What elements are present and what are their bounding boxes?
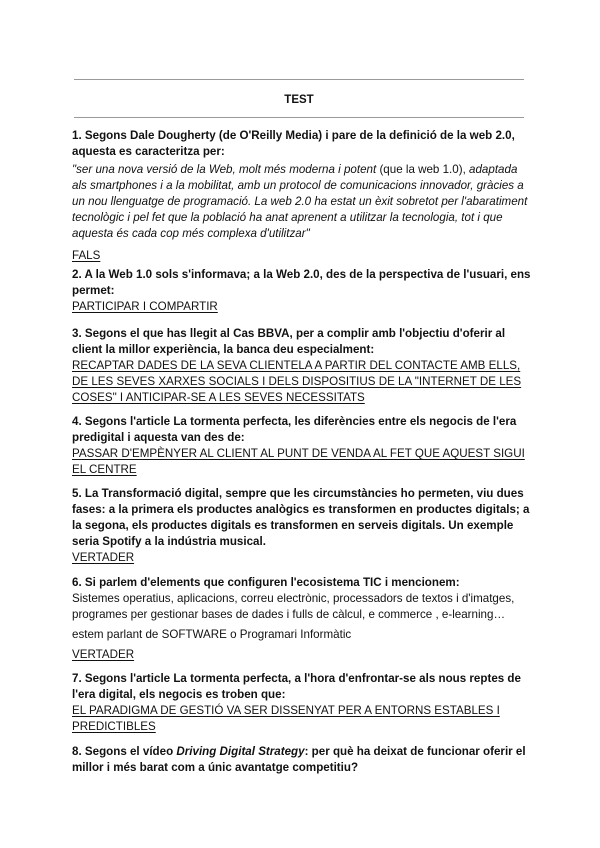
top-rule [74, 79, 524, 80]
question-4-text: 4. Segons l'article La tormenta perfecta, les diferències entre els negocis de l'era predigital i aquesta van des de: [72, 415, 517, 444]
question-3-answer: RECAPTAR DADES DE LA SEVA CLIENTELA A PARTIR DEL CONTACTE AMB ELLS, DE LES SEVES XARXES SOCIALS I DELS DISPOSITIUS DE LA "INTERNET DE LES COSES" I ANTICIPAR-SE A LES SEVES NECESSITATS [72, 359, 522, 404]
title-rule [74, 117, 524, 118]
question-2-answer: PARTICIPAR I COMPARTIR [72, 300, 218, 313]
question-6-body: Sistemes operatius, aplicacions, correu electrònic, processadors de textos i d'imatges, programes per gestionar bases de dades i fulls de càlcul, e commerce , e-learning… [72, 592, 515, 621]
quote-part-b: (que la web 1.0), [379, 163, 470, 176]
question-8-video-title: Driving Digital Strategy [176, 745, 305, 758]
question-2-text: 2. A la Web 1.0 sols s'informava; a la Web 2.0, des de la perspectiva de l'usuari, ens permet: [72, 268, 531, 297]
question-6-text: 6. Si parlem d'elements que configuren l'ecosistema TIC i mencionem: [72, 576, 460, 589]
question-5 [72, 486, 534, 566]
question-7-text: 7. Segons l'article La tormenta perfecta, a l'hora d'enfrontar-se als nous reptes de l'era digital, els negocis es troben que: [72, 672, 521, 701]
question-6 [72, 575, 534, 663]
question-6-body-2: estem parlant de SOFTWARE o Programari Informàtic [72, 628, 352, 641]
question-3 [72, 326, 534, 406]
question-1 [72, 128, 534, 264]
quote-part-a: "ser una nova versió de la Web, molt més moderna i potent [72, 163, 380, 176]
question-8-text [72, 744, 534, 776]
quote-part-c: adaptada als smartphones i a la mobilitat, amb un protocol de comunicacions innovador, gràcies a un nou llenguatge de programació. La web 2.0 ha estat un èxit sobretot per l'abaratiment tecnològic i pel fet que la població ha anat aprenent a utilitzar la tecnologia, tot i que aquesta és cada cop més complexa d'utilitzar" [72, 163, 528, 240]
question-3-text: 3. Segons el que has llegit al Cas BBVA, per a complir amb l'objectiu d'oferir al client la millor experiència, la banca deu especialment: [72, 327, 506, 356]
page-title: TEST [284, 94, 314, 106]
question-7-answer: EL PARADIGMA DE GESTIÓ VA SER DISSENYAT PER A ENTORNS ESTABLES I PREDICTIBLES [72, 704, 500, 733]
question-4-answer: PASSAR D'EMPÈNYER AL CLIENT AL PUNT DE VENDA AL FET QUE AQUEST SIGUI EL CENTRE [72, 447, 525, 476]
question-2 [72, 267, 534, 315]
question-5-text: 5. La Transformació digital, sempre que les circumstàncies ho permeten, viu dues fases: a la primera els productes analògics es transformen en productes digitals; a la segona, els productes digitals es transformen en serveis digitals. Un exemple seria Spotify a la indústria musical. [72, 487, 530, 548]
question-6-answer: VERTADER [72, 648, 135, 661]
question-1-answer: FALS [72, 249, 101, 262]
question-8 [72, 744, 534, 776]
question-4 [72, 414, 534, 478]
question-8-part-c: : per què ha deixat de funcionar oferir el millor i més barat com a únic avantatge competitiu? [72, 745, 526, 774]
question-8-part-a: 8. Segons el vídeo [72, 745, 177, 758]
question-1-quote [72, 162, 534, 242]
question-1-text: 1. Segons Dale Dougherty (de O'Reilly Media) i pare de la definició de la web 2.0, aquesta es caracteritza per: [72, 129, 515, 158]
question-5-answer: VERTADER [72, 551, 135, 564]
question-7 [72, 671, 534, 735]
